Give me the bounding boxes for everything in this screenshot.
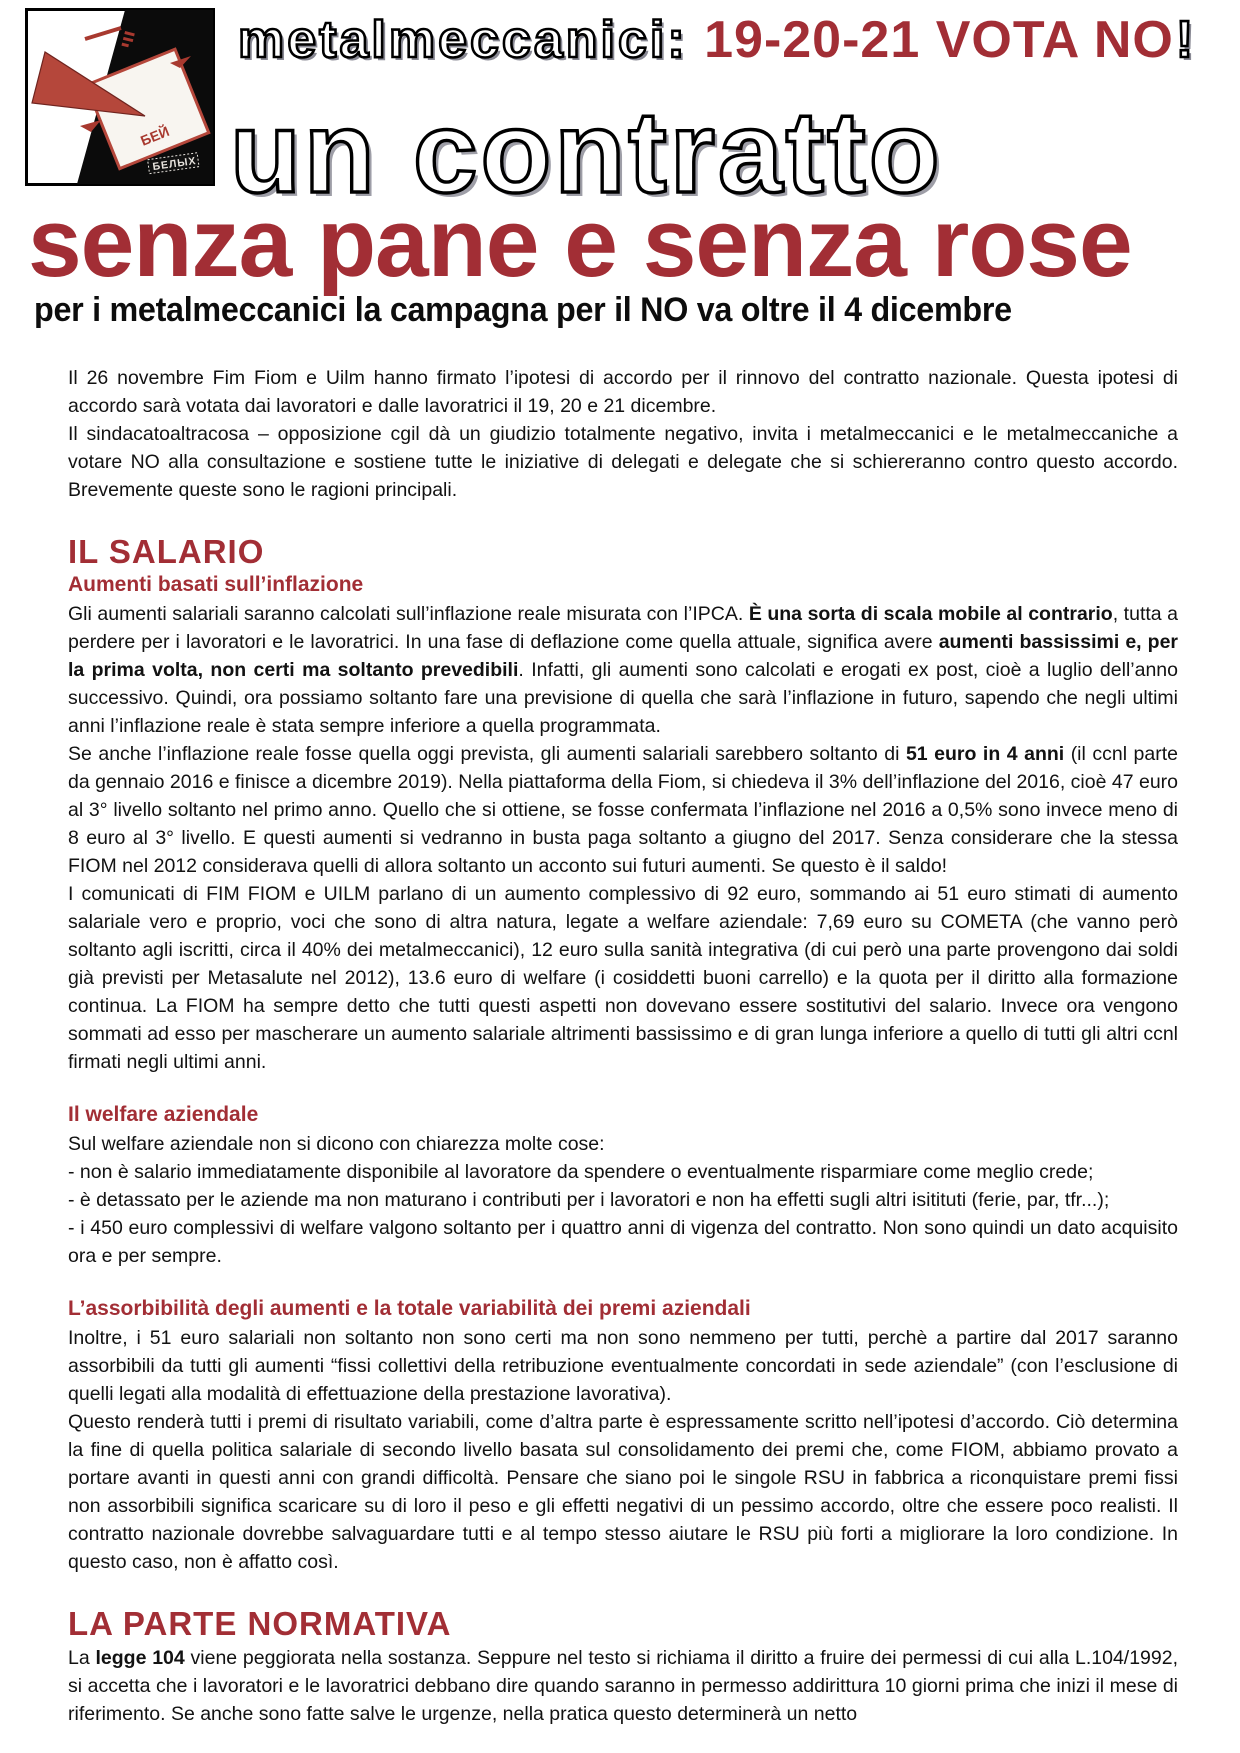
text-run: Se anche l’inflazione reale fosse quella oggi prevista, gli aumenti salariali sarebbero soltanto di <box>68 743 906 765</box>
text-run: viene peggiorata nella sostanza. Seppure nel testo si richiama il diritto a fruire dei permessi di cui alla L.104/1992, si accetta che i lavoratori e le lavoratrici debbano dire quando saranno in permesso addirittura 10 giorni prima che inizi il mese di riferimento. Se anche sono fatte salve le urgenze, nella pratica questo determinerà un netto <box>68 1647 1179 1725</box>
logo-text-bej: БЕЙ <box>138 122 172 149</box>
section-heading-normativa: LA PARTE NORMATIVA <box>68 1605 452 1642</box>
text-run: Questo renderà tutti i premi di risultato variabili, come d’altra parte è espressamente scritto nell’ipotesi d’accordo. Ciò determina la fine di quella politica salariale di secondo livello basata sul consolidamento dei premi che, come FIOM, abbiamo provato a portare avanti in questi anni con grandi difficoltà. Pensare che siano poi le singole RSU in fabbrica a riconquistare premi fissi non assorbibili significa scaricare su di loro il peso e gli effetti negativi di un pessimo accordo, oltre che essere poco realisti. Il contratto nazionale dovrebbe salvaguardare tutti e al tempo stesso aiutare le RSU più forti a migliorare la loro condizione. In questo caso, non è affatto così. <box>68 1411 1178 1573</box>
kicker-metalmeccanici: metalmeccanici: <box>238 11 688 69</box>
intro-paragraph-2 <box>68 420 1178 504</box>
text-run: , tutta a perdere per i lavoratori e le lavoratrici. In una fase di deflazione come quella attuale, significa avere <box>68 603 1179 653</box>
kicker-line <box>238 12 1193 69</box>
bold-run: legge 104 <box>95 1647 185 1669</box>
paragraph-legge-104 <box>68 1644 1178 1728</box>
sub-heading-welfare: Il welfare aziendale <box>68 1103 259 1126</box>
bold-run: aumenti bassissimi e, per la prima volta, non certi ma soltanto prevedibili <box>68 631 1179 681</box>
paragraph-assorbibilita <box>68 1324 1178 1408</box>
text-run: I comunicati di FIM FIOM e UILM parlano di un aumento complessivo di 92 euro, sommando ai 51 euro stimati di aumento salariale vero e proprio, voci che sono di altra natura, legate a welfare aziendale: 7,69 euro su COMETA (che vanno però soltanto agli iscritti, circa il 40% dei metalmeccanici), 12 euro sulla sanità integrativa (di cui però una parte provengono dai soldi già previsti per Metasalute nel 2012), 13.6 euro di welfare (i cosiddetti buoni carrello) e la quota per il diritto alla formazione continua. La FIOM ha sempre detto che tutti questi aspetti non dovevano essere sostitutivi del salario. Invece ora vengono sommati ad esso per mascherare un aumento salariale altrimenti bassissimo e di gran lunga inferiore a quello di tutti gli altri ccnl firmati negli ultimi anni. <box>68 883 1178 1073</box>
text-run: . Infatti, gli aumenti sono calcolati e erogati ex post, cioè a luglio dell’anno successivo. Quindi, ora possiamo soltanto fare una previsione di quella che sarà l’inflazione in futuro, sapendo che negli ultimi anni l’inflazione reale è stata sempre inferiore a quella programmata. <box>68 659 1178 737</box>
sub-heading-inflazione: Aumenti basati sull’inflazione <box>68 573 364 596</box>
document-body <box>68 340 1178 1728</box>
bold-run: 51 euro in 4 anni <box>905 743 1065 765</box>
sub-heading-assorbibilita: L’assorbibilità degli aumenti e la totale variabilità dei premi aziendali <box>68 1297 751 1320</box>
kicker-vota-no: 19-20-21 VOTA NO <box>704 11 1174 69</box>
text-run: Gli aumenti salariali saranno calcolati sull’inflazione reale misurata con l’IPCA. <box>68 603 749 625</box>
list-line: - non è salario immediatamente disponibile al lavoratore da spendere o eventualmente risparmiare come meglio crede; <box>68 1161 1094 1183</box>
paragraph-51-euro <box>68 740 1178 880</box>
list-line: - i 450 euro complessivi di welfare valgono soltanto per i quattro anni di vigenza del contratto. Non sono quindi un dato acquisito ora e per sempre. <box>68 1217 1178 1267</box>
paragraph-inflazione <box>68 600 1178 740</box>
subtitle-campagna-no: per i metalmeccanici la campagna per il NO va oltre il 4 dicembre <box>34 291 1012 329</box>
text-run: Il sindacatoaltracosa – opposizione cgil dà un giudizio totalmente negativo, invita i metalmeccanici e le metalmeccaniche a votare NO alla consultazione e sostiene tutte le iniziative di delegati e delegate che si schiereranno contro questo accordo. Brevemente queste sono le ragioni principali. <box>68 423 1178 501</box>
text-run: Inoltre, i 51 euro salariali non soltanto non sono certi ma non sono nemmeno per tutti, perchè a partire dal 2017 saranno assorbibili da tutti gli aumenti “fissi collettivi della retribuzione eventualmente concordati in sede aziendale” (con l’esclusione di quelli legati alla modalità di effettuazione della prestazione lavorativa). <box>68 1327 1178 1405</box>
red-wedge-logo-graphic <box>25 8 215 186</box>
logo-text-belyh: БЕЛЫХ <box>151 155 198 174</box>
list-line: - è detassato per le aziende ma non maturano i contributi per i lavoratori e non ha effetti sugli altri isitituti (ferie, par, tfr...); <box>68 1189 1110 1211</box>
text-run: La <box>68 1647 96 1669</box>
title-un-contratto: un contratto <box>230 87 943 217</box>
kicker-exclamation: ! <box>1175 11 1194 69</box>
welfare-list <box>68 1130 1178 1270</box>
title-senza-pane-e-senza-rose: senza pane e senza rose <box>28 188 1132 297</box>
bold-run: È una sorta di scala mobile al contrario <box>748 603 1113 625</box>
text-run: (il ccnl parte da gennaio 2016 e finisce a dicembre 2019). Nella piattaforma della Fiom, si chiedeva il 3% dell’inflazione del 2016, cioè 47 euro al 3° livello soltanto nel primo anno. Quello che si ottiene, se fosse confermata l’inflazione nel 2016 a 0,5% sono invece meno di 8 euro al 3° livello. E questi aumenti si vedranno in busta paga soltanto a giugno del 2017. Senza considerare che la stessa FIOM nel 2012 considerava quelli di allora soltanto un acconto sui futuri aumenti. Se questo è il saldo! <box>68 743 1179 877</box>
section-heading-salario: IL SALARIO <box>68 533 265 570</box>
red-wedge-logo <box>25 8 215 186</box>
paragraph-premi-variabili <box>68 1408 1178 1576</box>
paragraph-92-euro <box>68 880 1178 1076</box>
list-line: Sul welfare aziendale non si dicono con chiarezza molte cose: <box>68 1133 605 1155</box>
masthead <box>0 0 1240 340</box>
intro-paragraph-1 <box>68 364 1178 420</box>
text-run: Il 26 novembre Fim Fiom e Uilm hanno firmato l’ipotesi di accordo per il rinnovo del contratto nazionale. Questa ipotesi di accordo sarà votata dai lavoratori e dalle lavoratrici il 19, 20 e 21 dicembre. <box>68 367 1178 417</box>
